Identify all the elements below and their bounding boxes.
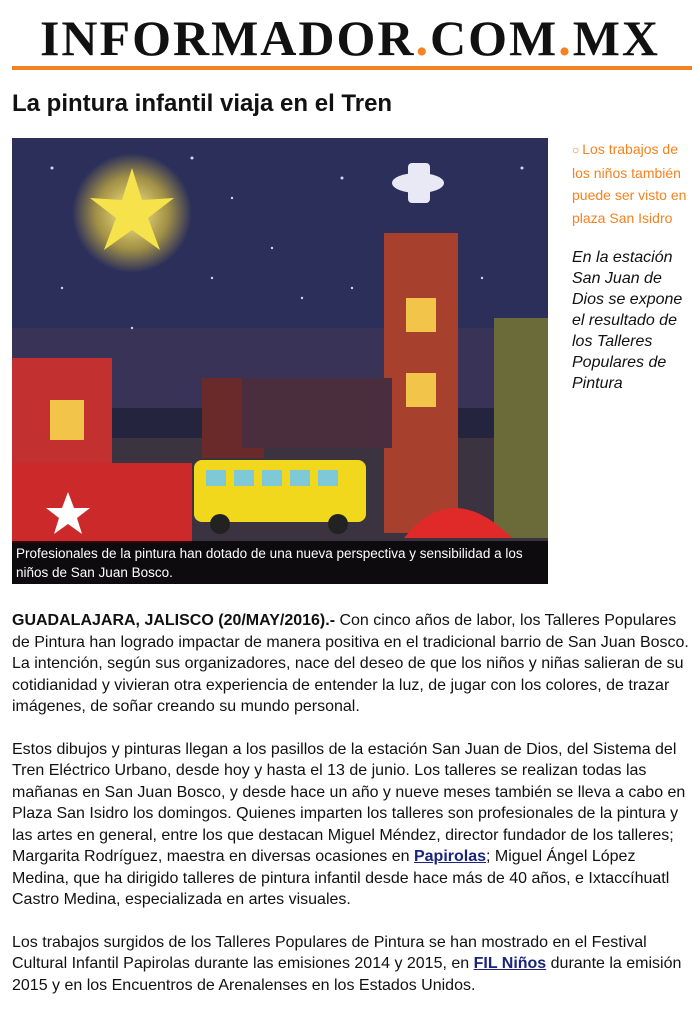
article-title: La pintura infantil viaja en el Tren [12, 90, 393, 117]
fil-ninos-link[interactable]: FIL Niños [473, 955, 547, 972]
children-painting-image [12, 138, 548, 584]
paragraph-2-text-a: Estos dibujos y pinturas llegan a los pasillos de la estación San Juan de Dios, del Sistema del Tren Eléctrico Urbano, desde hoy y hasta el 13 de junio. Los talleres se realizan todas las mañanas en San Juan Bosco, y desde hace un año y nueve meses también se lleva a cabo en Plaza San Isidro los domingos. Quienes imparten los talleres son profesionales de la pintura y las artes en general, entre los que destacan Miguel Méndez, director fundador de los talleres; Margarita Rodríguez, maestra en diversas ocasiones en [12, 740, 686, 865]
article-image [12, 138, 548, 584]
highlight-text: Los trabajos de los niños también puede ser visto en plaza San Isidro [572, 141, 687, 226]
paragraph-3 [12, 932, 694, 997]
article-sidebar [572, 138, 692, 407]
bullet-circle-icon: ○ [572, 143, 580, 157]
paragraph-2-text-b: ; Miguel Ángel López Medina, que ha dirigido talleres de pintura infantil desde hace más de 40 años, e Ixtaccíhuatl Castro Medina, especializada en artes visuales. [12, 848, 670, 908]
paragraph-2 [12, 739, 694, 911]
site-header [0, 0, 700, 70]
paragraph-3-text-b: durante la emisión 2015 y en los Encuentros de Arenalenses en los Estados Unidos. [12, 955, 682, 994]
highlight-note [572, 138, 692, 229]
article-body [12, 610, 694, 1017]
paragraph-1 [12, 610, 694, 718]
site-logo[interactable]: INFORMADOR.COM.MX [39, 10, 661, 66]
paragraph-1-text: Con cinco años de labor, los Talleres Populares de Pintura han logrado impactar de manera positiva en el tradicional barrio de San Juan Bosco. La intención, según sus organizadores, nace del deseo de que los niños y niñas salieran de su cotidianidad y vivieran otra experiencia de entender la luz, de jugar con los colores, de trazar imágenes, de soñar creando su mundo personal. [12, 612, 689, 715]
article-subheading: En la estación San Juan de Dios se expone el resultado de los Talleres Populares de Pintura [572, 249, 683, 392]
header-divider [12, 66, 692, 70]
image-caption: Profesionales de la pintura han dotado de una nueva perspectiva y sensibilidad a los niños de San Juan Bosco. [12, 541, 548, 584]
paragraph-3-text-a: Los trabajos surgidos de los Talleres Populares de Pintura se han mostrado en el Festival Cultural Infantil Papirolas durante las emisiones 2014 y 2015, en [12, 933, 647, 972]
papirolas-link[interactable]: Papirolas [413, 848, 487, 865]
dateline: GUADALAJARA, JALISCO (20/MAY/2016).- [12, 612, 336, 629]
